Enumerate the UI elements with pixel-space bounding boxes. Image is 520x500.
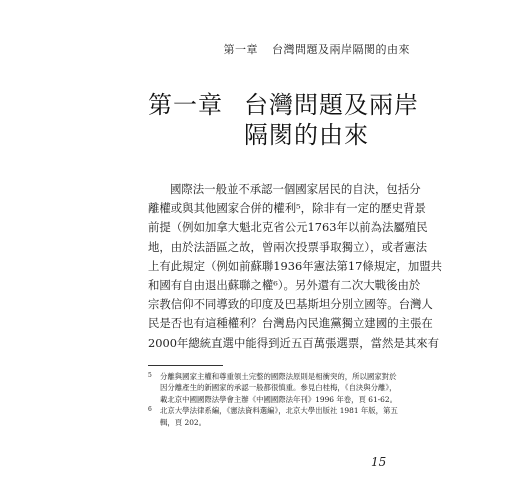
footnote-line: 載北京中國國際法學會主辦《中國國際法年刊》1996 年卷，頁 61-62。 <box>160 394 397 404</box>
running-header-chapter: 第一章 <box>223 43 258 56</box>
running-header <box>224 41 411 57</box>
footnote-divider <box>148 365 223 366</box>
footnote-number: 6 <box>148 406 152 414</box>
body-line: 上有此規定（例如前蘇聯1936年憲法第17條規定，加盟共 <box>148 258 443 273</box>
chapter-title-line-1: 台灣問題及兩岸 <box>244 91 419 119</box>
footnote-5 <box>148 371 397 405</box>
footnote-6 <box>148 405 398 428</box>
body-paragraph <box>148 180 443 353</box>
body-line: 地，由於法語區之故，曾兩次投票爭取獨立），或者憲法 <box>148 239 428 254</box>
running-header-title: 台灣問題及兩岸隔閡的由來 <box>272 43 410 56</box>
chapter-heading <box>148 90 419 150</box>
footnotes <box>148 371 398 428</box>
body-line: 2000年總統直選中能得到近五百萬張選票，當然是其來有 <box>148 335 439 350</box>
footnote-line: 北京大學法律系編，《憲法資料選編》，北京大學出版社 1981 年版，第五 <box>160 406 398 416</box>
footnote-line: 分離與國家主權和尊重領土完整的國際法原則是相衝突的，所以國家對於 <box>160 372 397 381</box>
page-number: 15 <box>371 455 387 469</box>
chapter-number: 第一章 <box>148 91 223 119</box>
body-line: 前提（例如加拿大魁北克省公元1763年以前為法屬殖民 <box>148 220 428 235</box>
footnote-line: 因分離產生的新國家的承認一般都很慎重。參見白桂梅，《自決與分離》， <box>160 383 397 393</box>
body-line: 民是否也有這種權利？台灣島內民進黨獨立建國的主張在 <box>148 316 433 331</box>
body-line: 國際法一般並不承認一個國家居民的自決，包括分 <box>170 182 421 196</box>
body-line: 和國有自由退出蘇聯之權⁶）。另外還有二次大戰後由於 <box>148 278 421 293</box>
body-line: 宗教信仰不同導致的印度及巴基斯坦分別立國等。台灣人 <box>148 297 433 312</box>
body-line: 離權或與其他國家合併的權利⁵，除非有一定的歷史背景 <box>148 201 426 216</box>
chapter-title-line-2: 隔閡的由來 <box>244 121 369 149</box>
footnote-number: 5 <box>148 372 152 379</box>
footnote-line: 輯，頁 202。 <box>160 417 207 427</box>
